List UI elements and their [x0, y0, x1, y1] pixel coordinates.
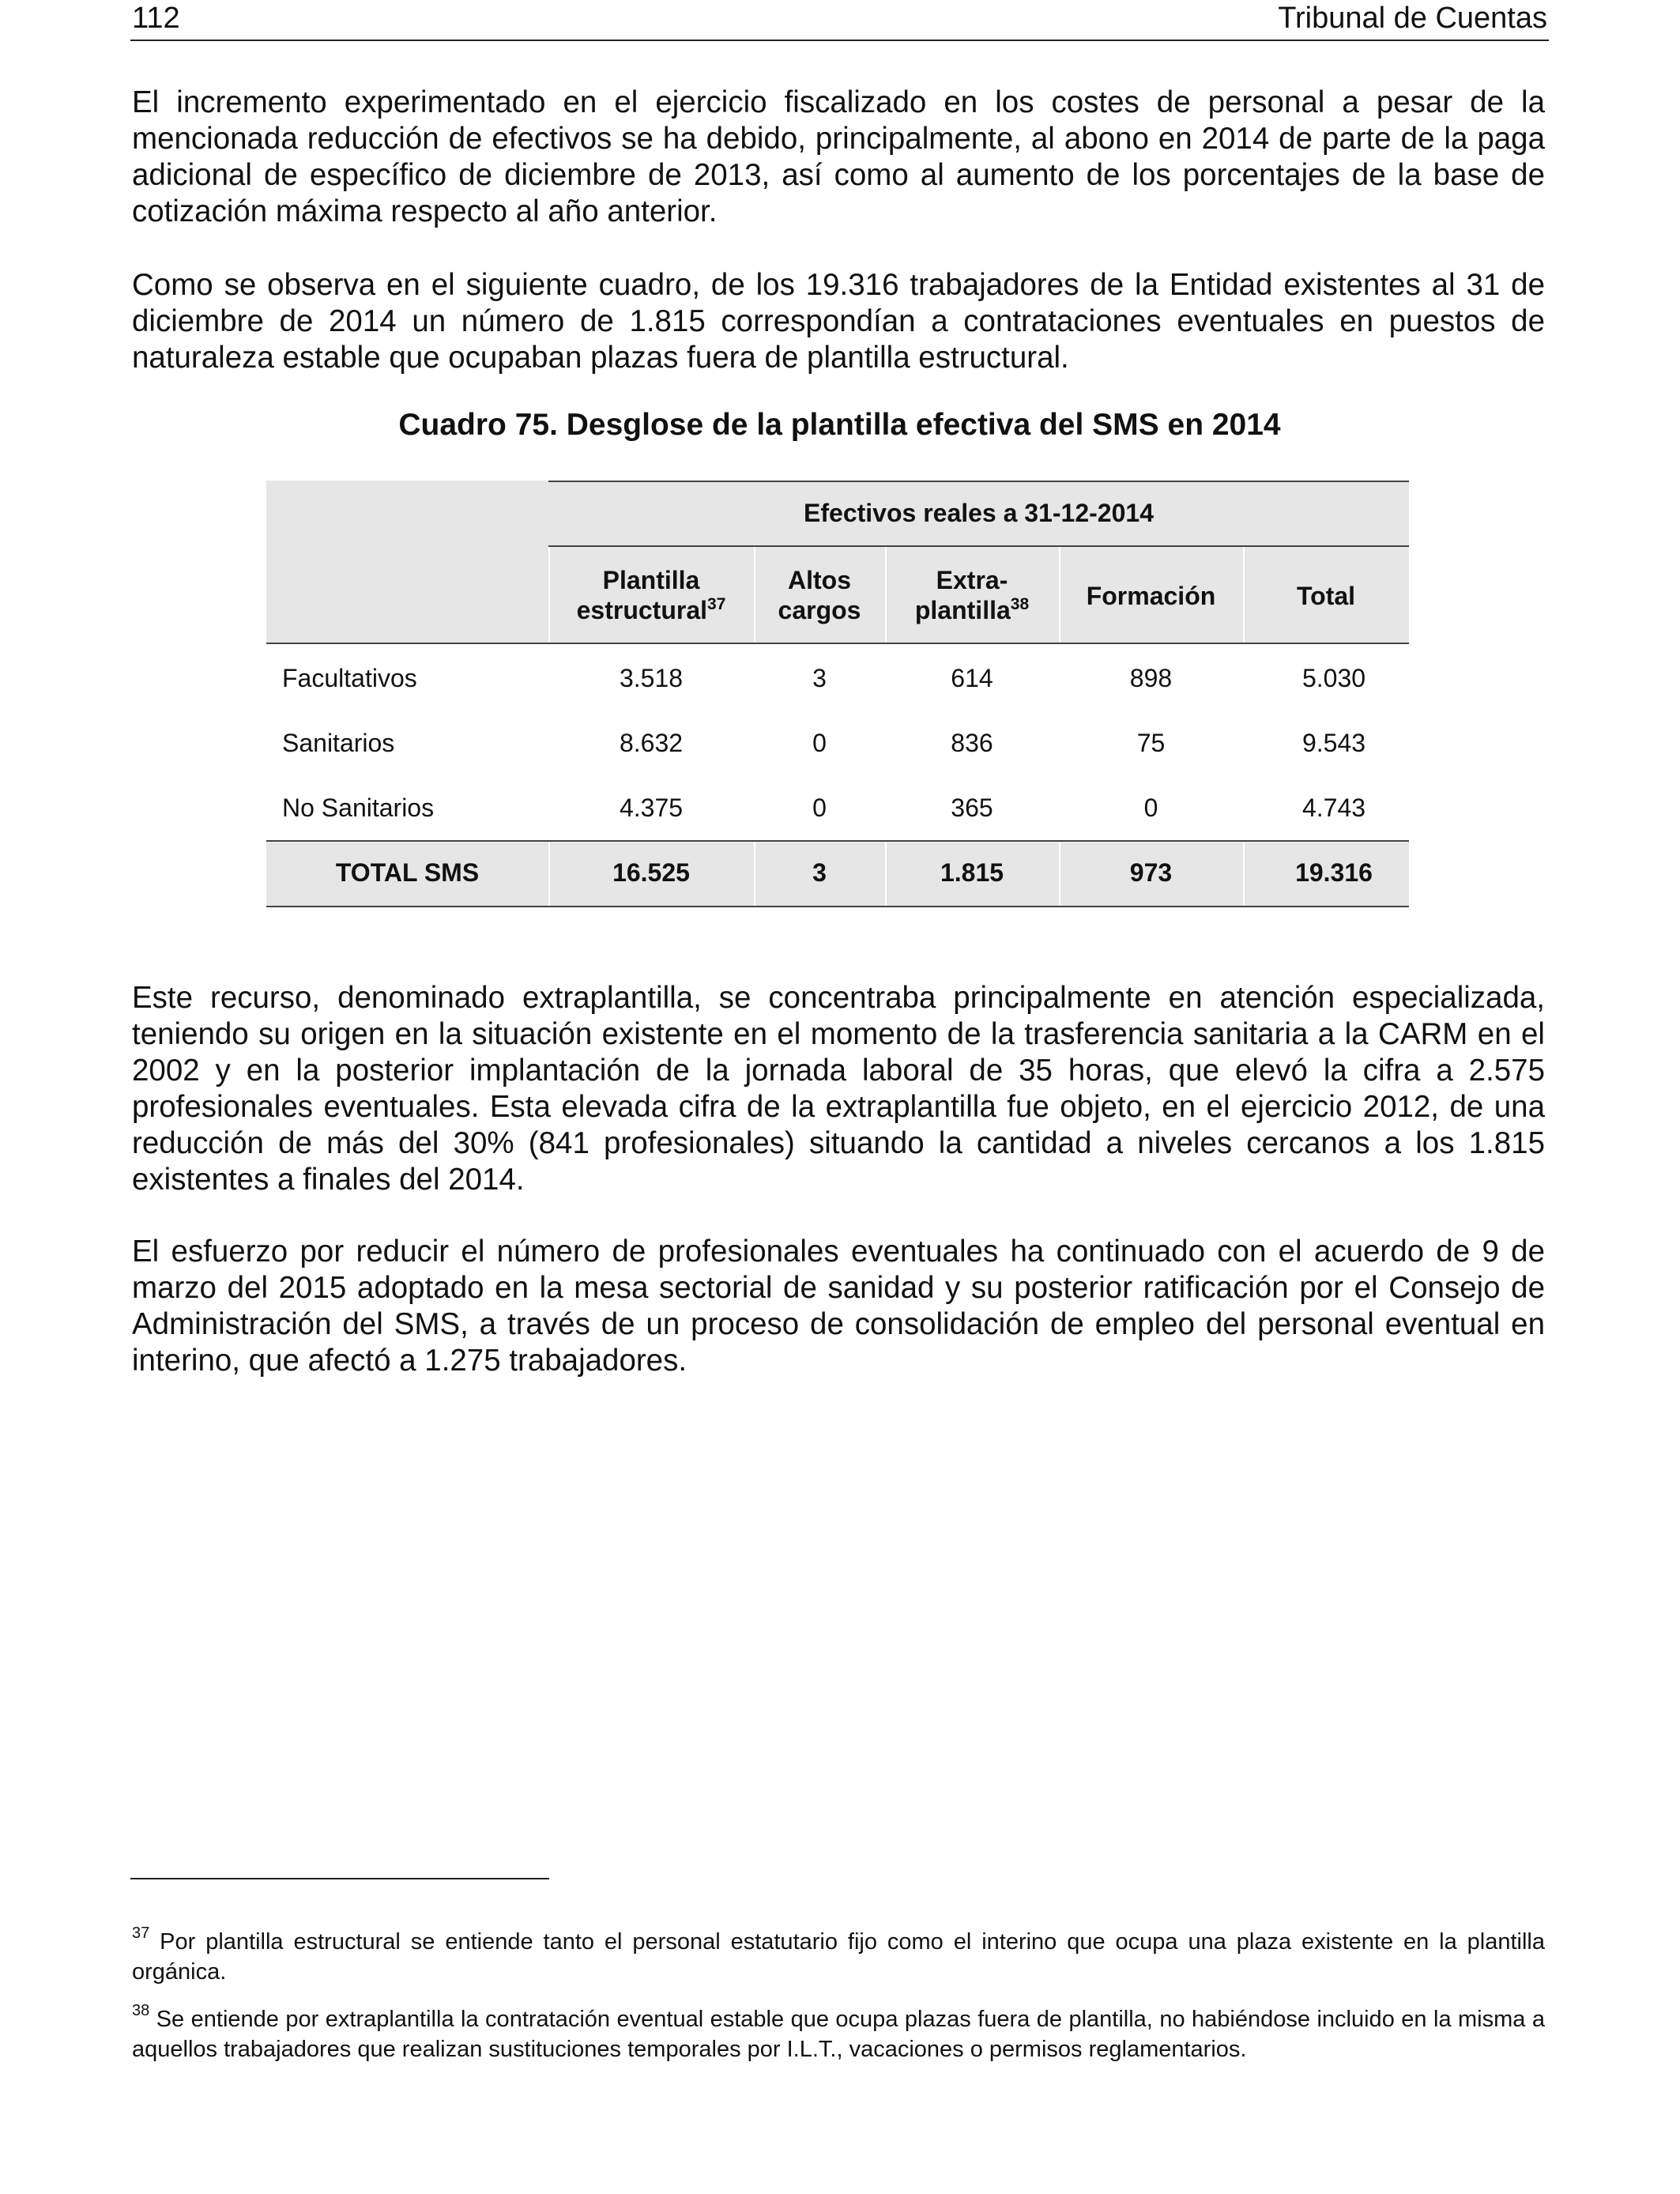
footnote-38: $^{38}$ Se entiende por extraplantilla la contratación eventual estable que ocupa plazas fuera de plantilla, no habiéndose incluido en la misma a aquellos trabajadores que realizan sustituciones temporales por I.L.T., vacaciones o permisos reglamentarios.: [132, 2002, 1546, 2062]
footnote-ref-37[interactable]: 37: [707, 595, 726, 613]
col-header-plantilla: Plantilla estructural$^{37}$: [576, 566, 726, 624]
header-organization: Tribunal de Cuentas: [1278, 2, 1547, 35]
footnote-separator: [130, 1878, 549, 1879]
col-header-altos-cargos: Altos cargos: [778, 566, 861, 624]
col-header-total: Total: [1296, 582, 1356, 610]
total-label: TOTAL SMS: [335, 858, 480, 887]
table-caption: Cuadro 75. Desglose de la plantilla efectiva del SMS en 2014: [398, 408, 1281, 442]
group-header: Efectivos reales a 31-12-2014: [804, 499, 1154, 527]
paragraph-1: El incremento experimentado en el ejercicio fiscalizado en los costes de personal a pesar de la mencionada reducción de efectivos se ha debido, principalmente, al abono en 2014 de parte de la paga adicional de específico de diciembre de 2013, así como al aumento de los porcentajes de la base de cotización máxima respecto al año anterior.: [132, 85, 1545, 228]
staff-table: Efectivos reales a 31-12-2014 Plantilla estructural$^{37}$ Altos cargos Extra- plantilla$^{38}$ Formación Total Facultativos 3.518 3 614 898 5.030 Sanitarios 8.632 0 836 75 9.543 No Sanitarios 4.375 0 365 0 4.743 TOTAL SMS 16.525 3 1.815 973 19.316: [266, 481, 1409, 907]
col-header-formacion: Formación: [1086, 582, 1216, 610]
footnote-ref-38[interactable]: 38: [1010, 595, 1030, 613]
row-label: Facultativos: [282, 664, 417, 692]
footnote-37: $^{37}$ Por plantilla estructural se entiende tanto el personal estatutario fijo como el interino que ocupa una plaza existente en la plantilla orgánica.: [132, 1924, 1545, 1985]
paragraph-2: Como se observa en el siguiente cuadro, de los 19.316 trabajadores de la Entidad existentes al 31 de diciembre de 2014 un número de 1.815 correspondían a contrataciones eventuales en puestos de naturaleza estable que ocupaban plazas fuera de plantilla estructural.: [132, 268, 1545, 375]
paragraph-4: El esfuerzo por reducir el número de profesionales eventuales ha continuado con el acuerdo de 9 de marzo del 2015 adoptado en la mesa sectorial de sanidad y su posterior ratificación por el Consejo de Administración del SMS, a través de un proceso de consolidación de empleo del personal eventual en interino, que afectó a 1.275 trabajadores.: [132, 1235, 1545, 1378]
paragraph-3: Este recurso, denominado extraplantilla, se concentraba principalmente en atención especializada, teniendo su origen en la situación existente en el momento de la trasferencia sanitaria a la CARM en el 2002 y en la posterior implantación de la jornada laboral de 35 horas, que elevó la cifra a 2.575 profesionales eventuales. Esta elevada cifra de la extraplantilla fue objeto, en el ejercicio 2012, de una reducción de más del 30% (841 profesionales) situando la cantidad a niveles cercanos a los 1.815 existentes a finales del 2014.: [132, 981, 1545, 1197]
page-header: [130, 0, 1549, 41]
row-label: Sanitarios: [282, 729, 395, 757]
row-label: No Sanitarios: [282, 794, 435, 822]
col-header-extraplantilla: Extra- plantilla$^{38}$: [914, 566, 1030, 624]
page-number: 112: [132, 2, 180, 35]
